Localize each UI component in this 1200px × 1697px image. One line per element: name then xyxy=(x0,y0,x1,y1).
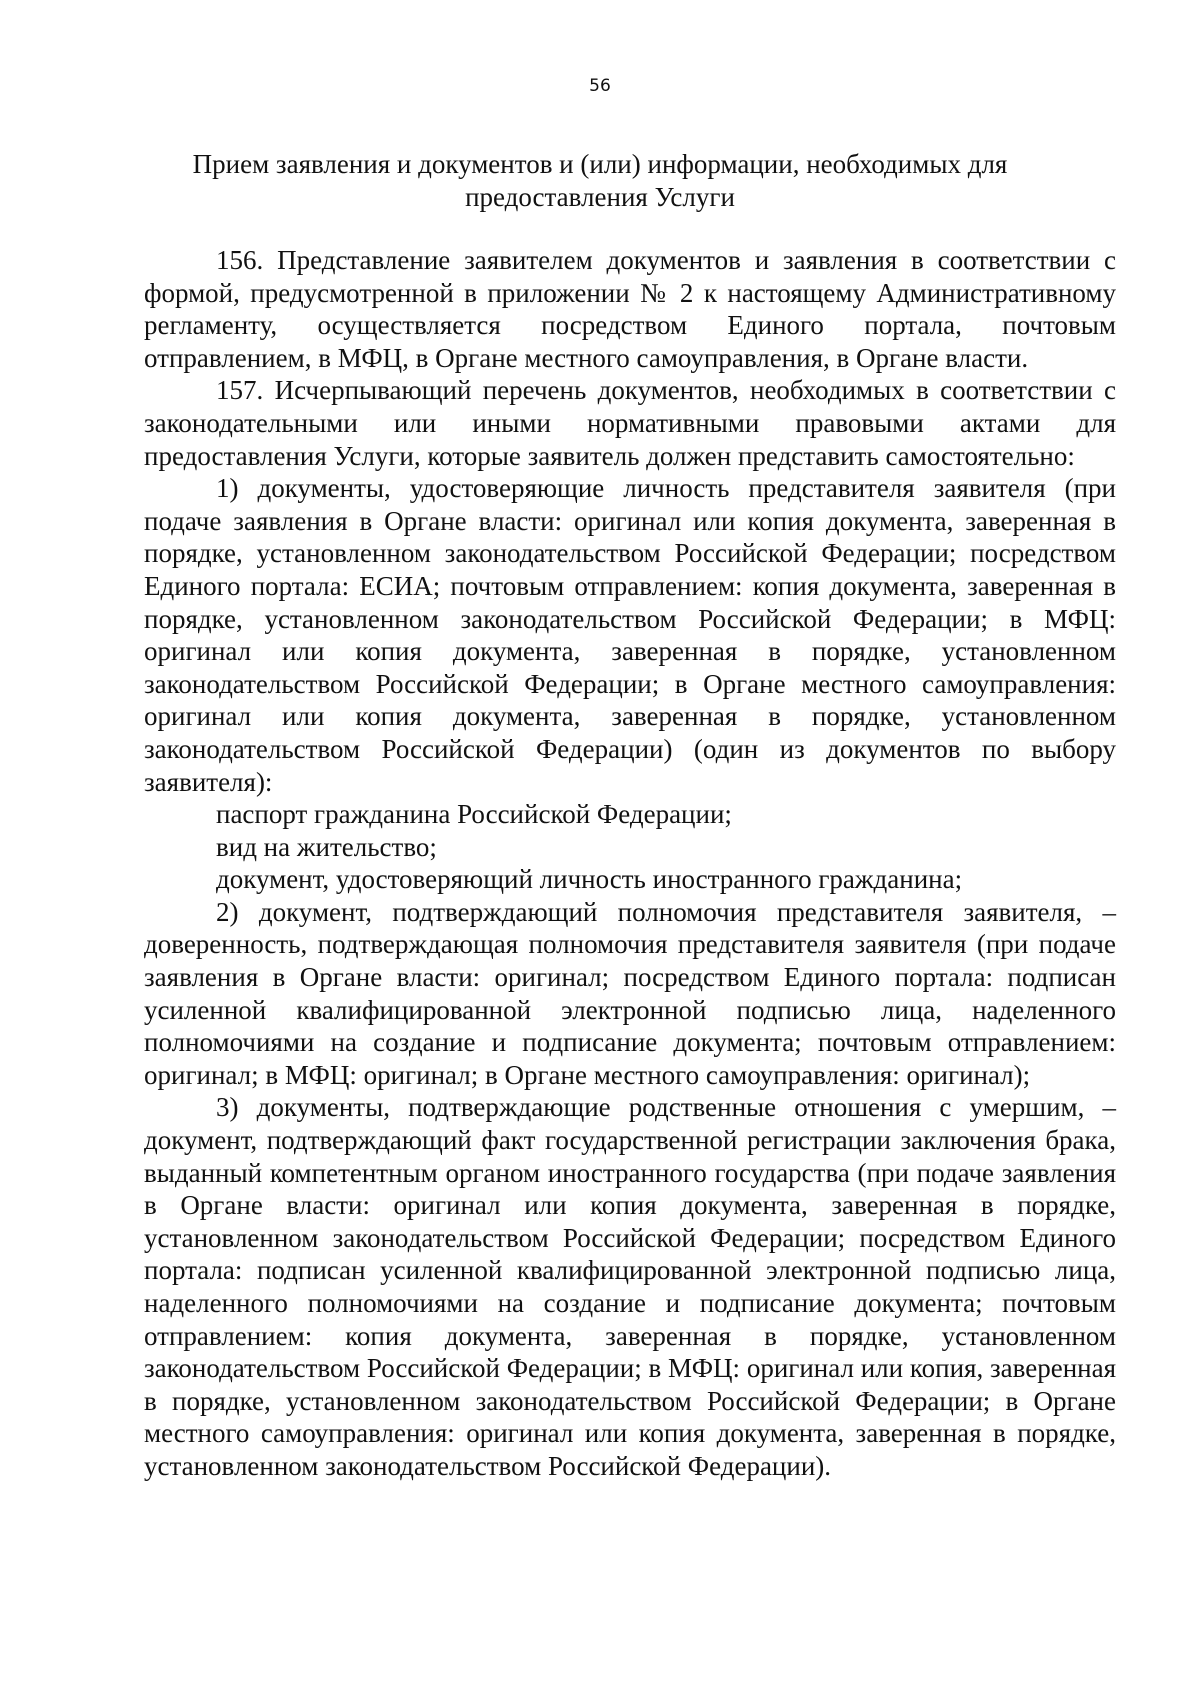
section-heading: Прием заявления и документов и (или) информации, необходимых для предоставления Услуги xyxy=(192,149,1008,212)
paragraph-157: 157. Исчерпывающий перечень документов, необходимых в соответствии с законодательными или иными нормативными правовыми актами для предоставления Услуги, которые заявитель должен представить самостоятельно: xyxy=(144,375,1116,471)
page-number: 56 xyxy=(589,76,611,96)
document-body xyxy=(144,244,1116,1483)
list-item-1: 1) документы, удостоверяющие личность представителя заявителя (при подаче заявления в Органе власти: оригинал или копия документа, заверенная в порядке, установленном законодательством Российской Федерации; посредством Единого портала: ЕСИА; почтовым отправлением: копия документа, заверенная в порядке, установленном законодательством Российской Федерации; в МФЦ: оригинал или копия документа, заверенная в порядке, установленном законодательством Российской Федерации; в Органе местного самоуправления: оригинал или копия документа, заверенная в порядке, установленном законодательством Российской Федерации) (один из документов по выбору заявителя): xyxy=(144,473,1116,797)
list-item-3: 3) документы, подтверждающие родственные отношения с умершим, – документ, подтверждающий факт государственной регистрации заключения брака, выданный компетентным органом иностранного государства (при подаче заявления в Органе власти: оригинал или копия документа, заверенная в порядке, установленном законодательством Российской Федерации; посредством Единого портала: подписан усиленной квалифицированной электронной подписью лица, наделенного полномочиями на создание и подписание документа; почтовым отправлением: копия документа, заверенная в порядке, установленном законодательством Российской Федерации; в МФЦ: оригинал или копия, заверенная в порядке, установленном законодательством Российской Федерации; в Органе местного самоуправления: оригинал или копия документа, заверенная в порядке, установленном законодательством Российской Федерации). xyxy=(144,1092,1116,1481)
list-subitem-passport: паспорт гражданина Российской Федерации; xyxy=(216,799,732,830)
list-item-2: 2) документ, подтверждающий полномочия представителя заявителя, – доверенность, подтверждающая полномочия представителя заявителя (при подаче заявления в Органе власти: оригинал; посредством Единого портала: подписан усиленной квалифицированной электронной подписью лица, наделенного полномочиями на создание и подписание документа; почтовым отправлением: оригинал; в МФЦ: оригинал; в Органе местного самоуправления: оригинал); xyxy=(144,896,1116,1090)
paragraph-156: 156. Представление заявителем документов и заявления в соответствии с формой, предусмотренной в приложении № 2 к настоящему Административному регламенту, осуществляется посредством Единого портала, почтовым отправлением, в МФЦ, в Органе местного самоуправления, в Органе власти. xyxy=(144,245,1116,373)
list-subitem-foreign-id: документ, удостоверяющий личность иностранного гражданина; xyxy=(216,864,963,895)
list-subitem-residence-permit: вид на жительство; xyxy=(216,831,437,862)
